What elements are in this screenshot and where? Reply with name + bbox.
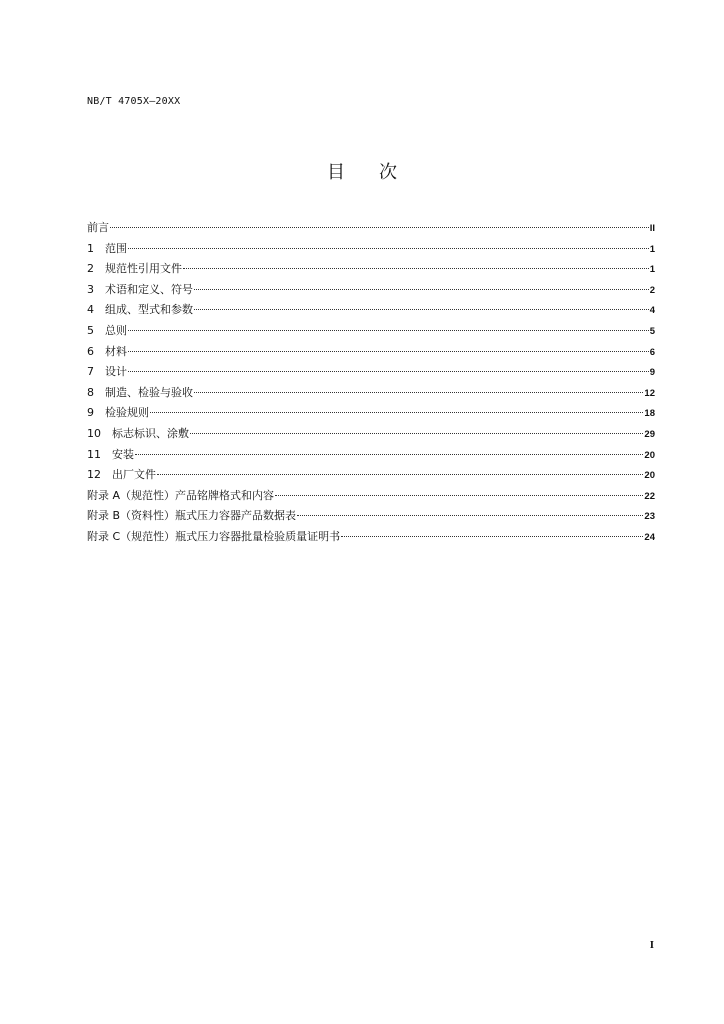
- toc-entry-page: 24: [644, 531, 655, 543]
- toc-entry-page: 12: [644, 387, 655, 399]
- toc-entry-title: 附录 C（规范性）瓶式压力容器批量检验质量证明书: [87, 529, 341, 543]
- dot-leader: [128, 248, 649, 249]
- dot-leader: [128, 351, 649, 352]
- toc-entry-page: 4: [649, 305, 655, 317]
- toc-entry[interactable]: [87, 321, 655, 342]
- toc-entry-number: 10: [87, 426, 101, 440]
- toc-entry-page: 20: [644, 470, 655, 482]
- toc-entry-title: 附录 B（资料性）瓶式压力容器产品数据表: [87, 509, 297, 523]
- standard-code: NB/T 4705X—20XX: [87, 96, 181, 107]
- toc-entry[interactable]: [87, 403, 655, 424]
- toc-entry-page: II: [649, 223, 655, 234]
- toc-entry-number: 3: [87, 282, 94, 296]
- toc-entry-title: 前言: [87, 221, 109, 234]
- toc-entry[interactable]: [87, 218, 655, 239]
- toc-entry-page: 2: [649, 284, 655, 296]
- toc-entry-number: 11: [87, 447, 101, 461]
- toc-entry-title: 规范性引用文件: [105, 262, 182, 276]
- toc-entry-title: 范围: [105, 241, 127, 255]
- toc-entry-title: 设计: [105, 365, 127, 379]
- toc-entry-title: 术语和定义、符号: [105, 282, 193, 296]
- toc-entry[interactable]: [87, 445, 655, 466]
- dot-leader: [157, 474, 643, 475]
- toc-entry[interactable]: [87, 280, 655, 301]
- dot-leader: [183, 268, 649, 269]
- toc-entry-page: 9: [649, 367, 655, 379]
- table-of-contents: [87, 218, 655, 548]
- toc-entry[interactable]: [87, 465, 655, 486]
- toc-entry-number: 5: [87, 323, 94, 337]
- toc-entry-title: 出厂文件: [112, 468, 156, 482]
- toc-entry-page: 1: [649, 264, 655, 276]
- dot-leader: [194, 392, 643, 393]
- toc-entry-number: 2: [87, 262, 94, 276]
- toc-entry-page: 1: [649, 243, 655, 255]
- toc-entry-title: 标志标识、涂敷: [112, 426, 189, 440]
- dot-leader: [341, 536, 643, 537]
- toc-entry-title: 制造、检验与验收: [105, 385, 193, 399]
- toc-entry[interactable]: [87, 259, 655, 280]
- toc-entry[interactable]: [87, 239, 655, 260]
- toc-entry-title: 总则: [105, 323, 127, 337]
- toc-entry-title: 安装: [112, 447, 134, 461]
- toc-entry[interactable]: [87, 383, 655, 404]
- toc-entry-number: 4: [87, 303, 94, 317]
- toc-entry-title: 附录 A（规范性）产品铭牌格式和内容: [87, 488, 275, 502]
- dot-leader: [194, 309, 649, 310]
- toc-entry[interactable]: [87, 362, 655, 383]
- toc-entry[interactable]: [87, 342, 655, 363]
- toc-entry-title: 组成、型式和参数: [105, 303, 193, 317]
- toc-entry-number: 6: [87, 344, 94, 358]
- toc-entry-title: 材料: [105, 344, 127, 358]
- dot-leader: [194, 289, 649, 290]
- dot-leader: [135, 454, 643, 455]
- dot-leader: [150, 412, 643, 413]
- toc-entry-number: 9: [87, 406, 94, 420]
- toc-entry[interactable]: [87, 486, 655, 507]
- toc-entry-number: 12: [87, 468, 101, 482]
- page-number: I: [649, 939, 654, 951]
- toc-entry-page: 29: [644, 428, 655, 440]
- toc-entry[interactable]: [87, 300, 655, 321]
- toc-entry[interactable]: [87, 527, 655, 548]
- dot-leader: [128, 371, 649, 372]
- toc-entry-page: 6: [649, 346, 655, 358]
- toc-entry-page: 5: [649, 325, 655, 337]
- toc-entry-number: 8: [87, 385, 94, 399]
- dot-leader: [128, 330, 649, 331]
- dot-leader: [275, 495, 643, 496]
- toc-entry-page: 20: [644, 449, 655, 461]
- dot-leader: [110, 227, 649, 228]
- toc-entry[interactable]: [87, 506, 655, 527]
- toc-title: 目次: [327, 162, 431, 183]
- toc-entry-number: 7: [87, 365, 94, 379]
- toc-entry-number: 1: [87, 241, 94, 255]
- toc-entry-page: 22: [644, 490, 655, 502]
- toc-entry-page: 23: [644, 511, 655, 523]
- toc-entry-title: 检验规则: [105, 406, 149, 420]
- dot-leader: [297, 515, 643, 516]
- toc-entry-page: 18: [644, 408, 655, 420]
- dot-leader: [190, 433, 643, 434]
- toc-entry[interactable]: [87, 424, 655, 445]
